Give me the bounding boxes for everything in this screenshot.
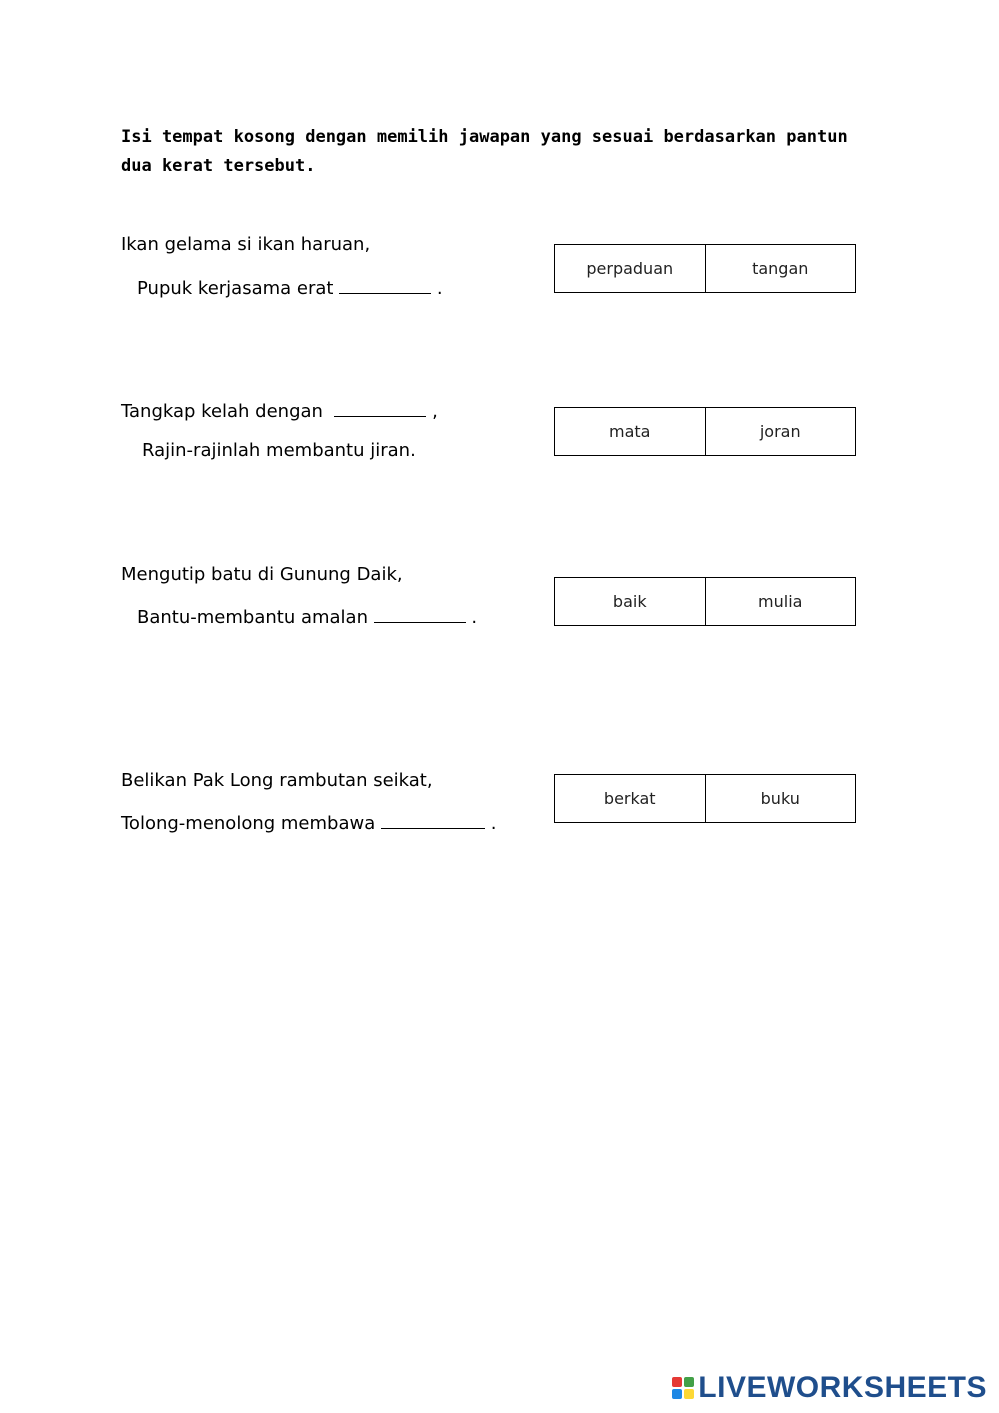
q1-option-2[interactable]: tangan (705, 245, 856, 292)
q2-choices (554, 407, 856, 456)
q4-line2 (121, 811, 496, 834)
q1-line2 (137, 276, 443, 299)
q1-blank[interactable] (339, 276, 431, 294)
q3-line2 (137, 605, 477, 628)
q4-blank[interactable] (381, 811, 485, 829)
instruction-text: Isi tempat kosong dengan memilih jawapan yang sesuai berdasarkan pantun dua kerat tersebut. (121, 127, 848, 176)
q3-choices (554, 577, 856, 626)
q4-line2-text: Tolong-menolong membawa (121, 813, 381, 834)
q2-line2: Rajin-rajinlah membantu jiran. (142, 440, 416, 461)
q2-line1-text: Tangkap kelah dengan (121, 401, 335, 422)
logo-square-green (684, 1377, 694, 1387)
q1-line2-text: Pupuk kerjasama erat (137, 278, 340, 299)
q1-line1: Ikan gelama si ikan haruan, (121, 234, 371, 255)
q4-choices (554, 774, 856, 823)
liveworksheets-logo (672, 1371, 987, 1405)
logo-square-blue (672, 1389, 682, 1399)
logo-text: LIVEWORKSHEETS (698, 1371, 987, 1404)
q4-option-1[interactable]: berkat (603, 789, 656, 808)
q3-option-1[interactable]: baik (612, 592, 647, 611)
q2-option-2[interactable]: joran (705, 408, 856, 455)
q2-blank[interactable] (334, 399, 426, 417)
q4-line1: Belikan Pak Long rambutan seikat, (121, 770, 433, 791)
q1-choices (554, 244, 856, 293)
q3-line2-text: Bantu-membantu amalan (137, 607, 374, 628)
q1-line2-end: . (431, 278, 443, 299)
q3-line1: Mengutip batu di Gunung Daik, (121, 564, 403, 585)
q3-line2-end: . (465, 607, 478, 628)
q2-option-1[interactable]: mata (609, 422, 651, 441)
q2-line1 (121, 399, 438, 422)
q3-option-2[interactable]: mulia (705, 578, 856, 625)
logo-square-yellow (684, 1389, 694, 1399)
logo-icon (672, 1377, 694, 1399)
logo-square-red (672, 1377, 682, 1387)
q4-line2-end: . (484, 813, 497, 834)
q3-blank[interactable] (374, 605, 466, 623)
q1-option-1[interactable]: perpaduan (586, 259, 674, 278)
q4-option-2[interactable]: buku (705, 775, 856, 822)
q2-line1-end: , (426, 401, 438, 422)
